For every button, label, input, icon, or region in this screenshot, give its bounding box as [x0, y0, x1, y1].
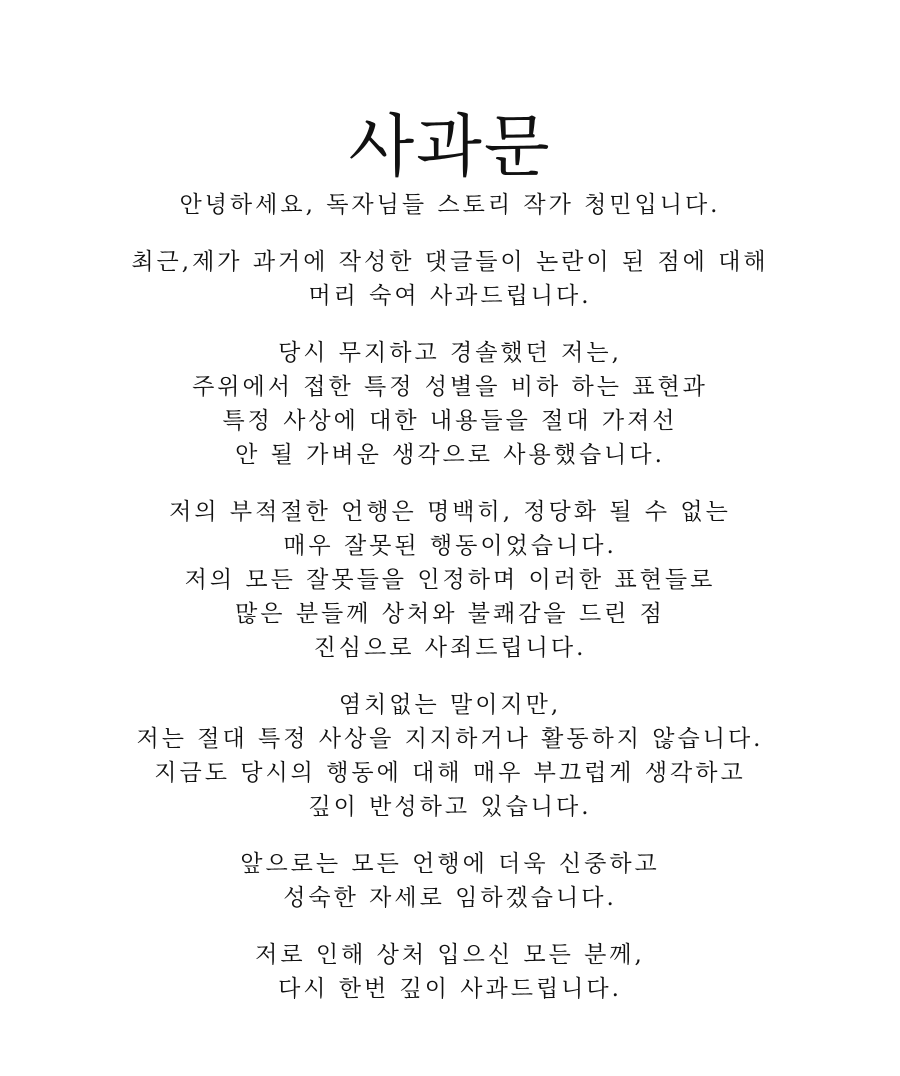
text-line: 성숙한 자세로 임하겠습니다. [283, 885, 617, 911]
text-line: 저의 부적절한 언행은 명백히, 정당화 될 수 없는 [169, 499, 731, 525]
text-line: 진심으로 사죄드립니다. [313, 635, 587, 661]
text-line: 다시 한번 깊이 사과드립니다. [278, 976, 622, 1002]
paragraph-greeting [0, 188, 900, 222]
paragraph-promise [0, 847, 900, 915]
page-title: 사과문 [348, 107, 552, 187]
paragraph-reflection [0, 688, 900, 824]
text-line: 머리 숙여 사과드립니다. [308, 283, 592, 309]
text-line: 주위에서 접한 특정 성별을 비하 하는 표현과 [192, 374, 708, 400]
text-line: 안 될 가벼운 생각으로 사용했습니다. [235, 442, 665, 468]
paragraph-closing [0, 938, 900, 1006]
text-line: 특정 사상에 대한 내용들을 절대 가져선 [222, 408, 678, 434]
text-line: 당시 무지하고 경솔했던 저는, [278, 340, 622, 366]
text-line: 많은 분들께 상처와 불쾌감을 드린 점 [235, 601, 665, 627]
text-line: 최근,제가 과거에 작성한 댓글들이 논란이 된 점에 대해 [131, 249, 769, 275]
text-line: 염치없는 말이지만, [338, 692, 562, 718]
text-line: 매우 잘못된 행동이었습니다. [283, 533, 617, 559]
paragraph-apology-intro [0, 245, 900, 313]
apology-body [0, 188, 900, 1029]
paragraph-admission [0, 495, 900, 665]
text-line: 지금도 당시의 행동에 대해 매우 부끄럽게 생각하고 [154, 760, 746, 786]
text-line: 앞으로는 모든 언행에 더욱 신중하고 [240, 851, 660, 877]
text-line: 안녕하세요, 독자님들 스토리 작가 청민입니다. [179, 192, 721, 218]
text-line: 저의 모든 잘못들을 인정하며 이러한 표현들로 [184, 567, 716, 593]
text-line: 저는 절대 특정 사상을 지지하거나 활동하지 않습니다. [136, 726, 764, 752]
text-line: 저로 인해 상처 입으신 모든 분께, [255, 942, 645, 968]
text-line: 깊이 반성하고 있습니다. [308, 794, 592, 820]
paragraph-past-conduct [0, 336, 900, 472]
